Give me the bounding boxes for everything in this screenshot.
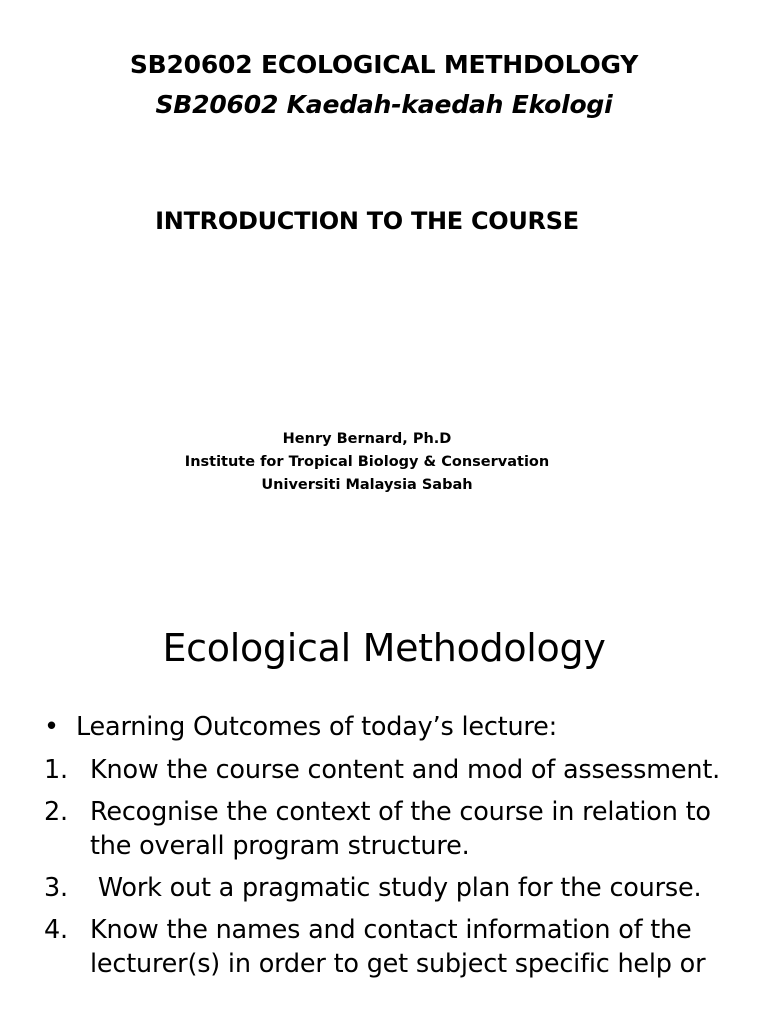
outcome-item-3	[44, 871, 744, 905]
bullet-icon: •	[44, 712, 59, 742]
outcome-item-4	[44, 913, 744, 981]
lead-bullet-item	[44, 710, 744, 744]
outcome-item-2	[44, 795, 744, 863]
outcome-text: Work out a pragmatic study plan for the course.	[90, 873, 702, 903]
author-university: Universiti Malaysia Sabah	[261, 477, 473, 493]
course-code-english: SB20602 ECOLOGICAL METHDOLOGY	[129, 50, 639, 79]
outcome-number: 1.	[44, 755, 68, 785]
slide-title: Ecological Methodology	[162, 626, 606, 670]
content-slide	[0, 560, 768, 1024]
outcome-text: Know the names and contact information of the lecturer(s) in order to get subject specific help or	[90, 915, 706, 979]
outcome-number: 3.	[44, 873, 68, 903]
outcome-text: Know the course content and mod of assessment.	[90, 755, 721, 785]
author-institute: Institute for Tropical Biology & Conservation	[184, 454, 550, 470]
intro-heading: INTRODUCTION TO THE COURSE	[155, 207, 579, 235]
course-code-malay: SB20602 Kaedah-kaedah Ekologi	[155, 90, 613, 119]
author-block	[0, 428, 734, 497]
author-name: Henry Bernard, Ph.D	[282, 431, 452, 447]
learning-outcomes-list	[44, 710, 744, 989]
outcome-item-1	[44, 753, 744, 787]
outcome-number: 4.	[44, 915, 68, 945]
outcome-number: 2.	[44, 797, 68, 827]
outcome-text: Recognise the context of the course in relation to the overall program structure.	[90, 797, 711, 861]
lead-text: Learning Outcomes of today’s lecture:	[76, 712, 558, 742]
